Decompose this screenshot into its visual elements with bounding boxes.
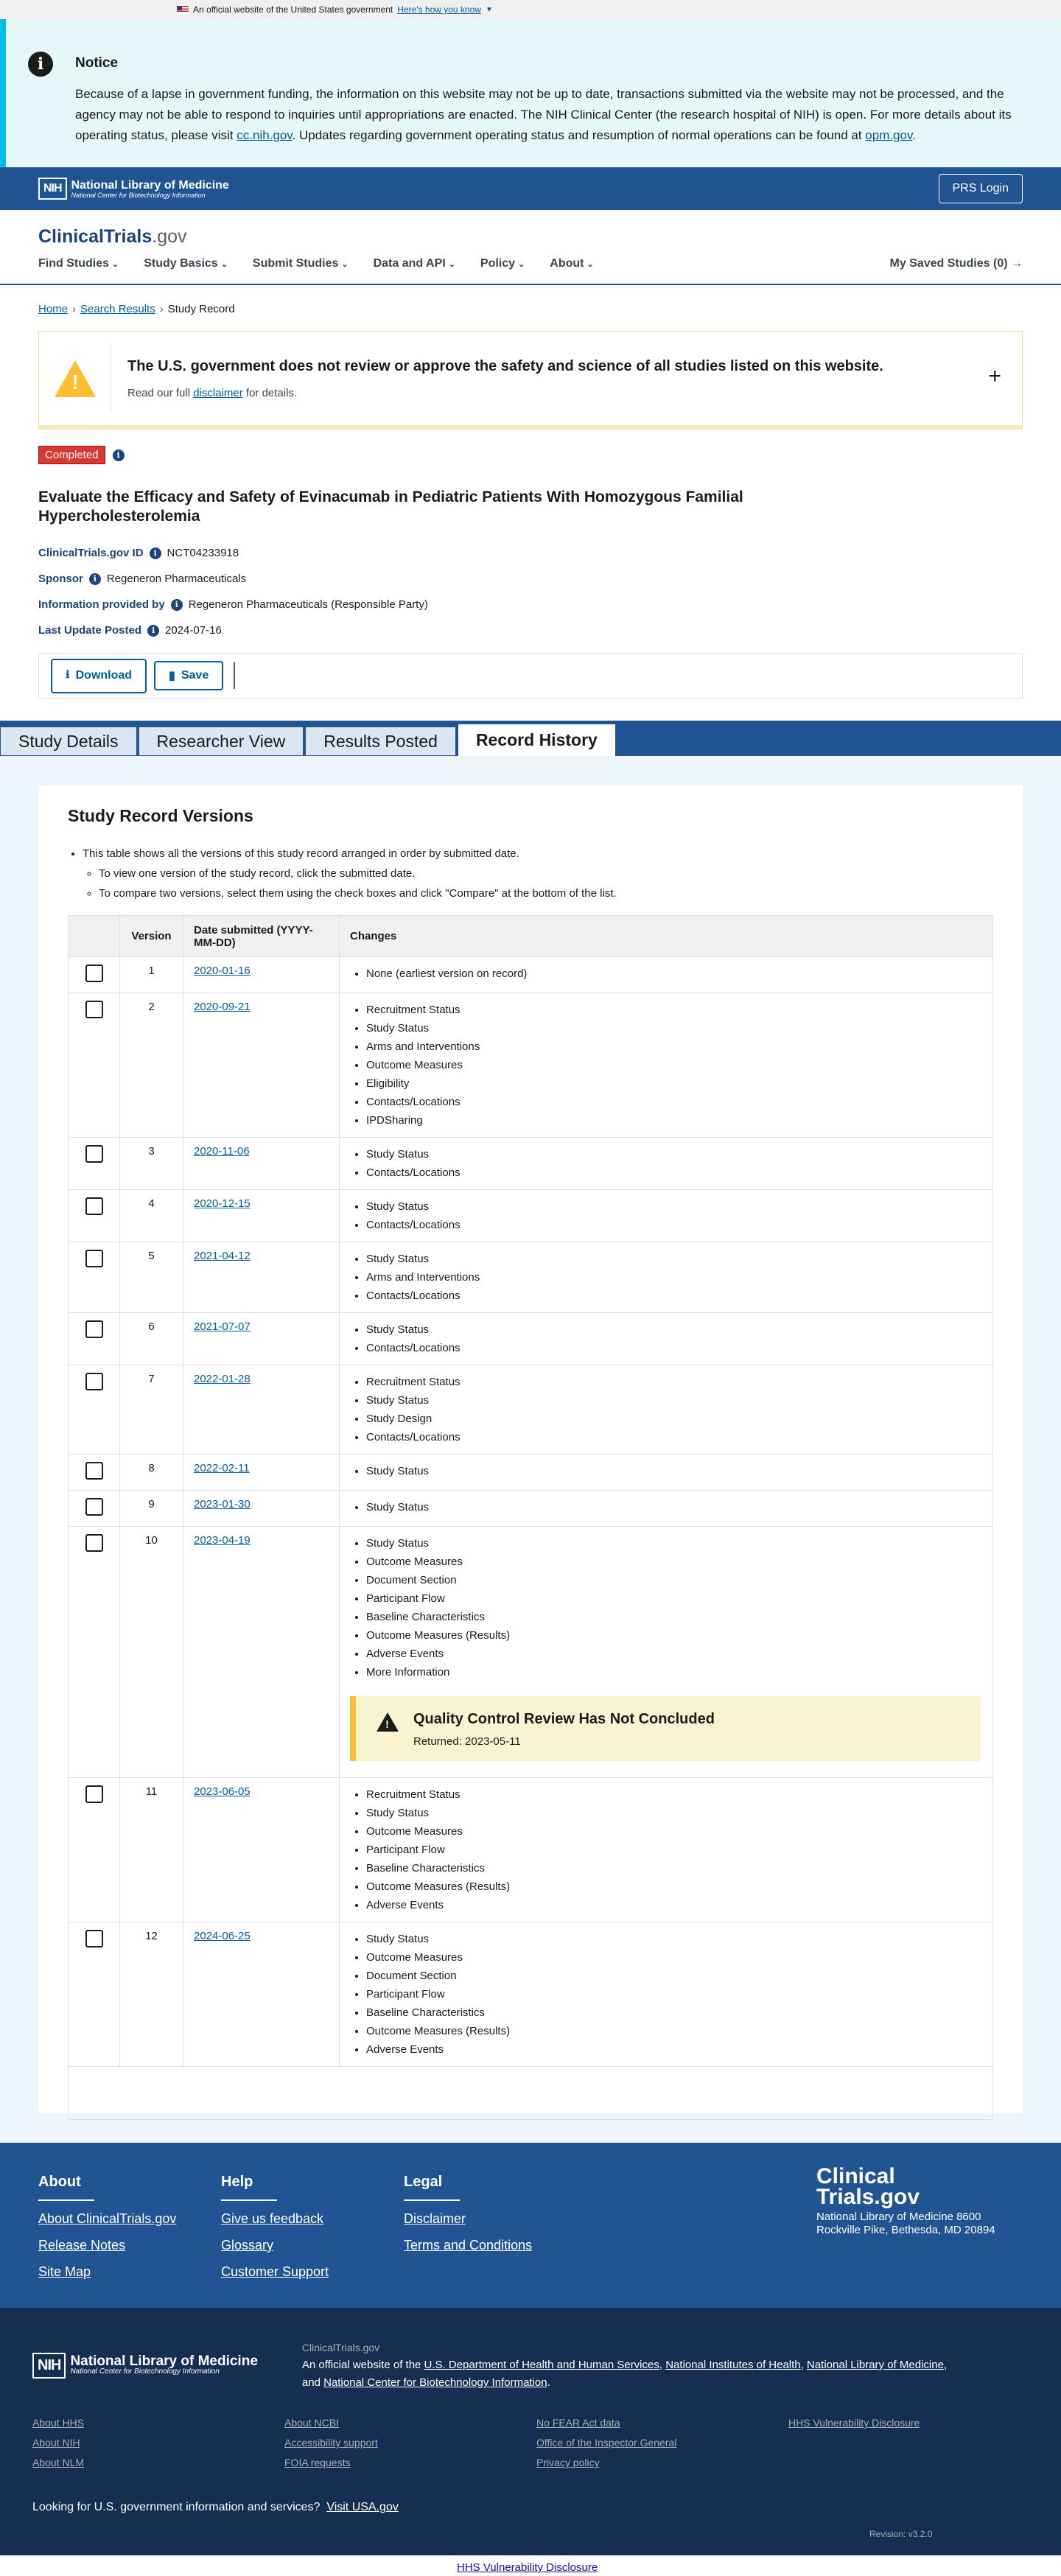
- table-row: [69, 1190, 993, 1242]
- cc-nih-link[interactable]: cc.nih.gov: [237, 128, 293, 142]
- sponsor-label: Sponsor: [38, 573, 83, 585]
- ncbi-name: National Center for Biotechnology Information: [71, 191, 206, 199]
- site-footer: [0, 2143, 1061, 2308]
- footer-site-map[interactable]: Site Map: [38, 2264, 91, 2279]
- nct-id: NCT04233918: [167, 547, 239, 559]
- version-date-link[interactable]: 2021-07-07: [194, 1320, 251, 1333]
- footer-disclaimer[interactable]: Disclaimer: [404, 2211, 466, 2226]
- bookmark-icon: ▮: [169, 670, 175, 682]
- info-icon[interactable]: i: [147, 625, 159, 637]
- table-row: [69, 1491, 993, 1527]
- last-update-value: 2024-07-16: [165, 624, 222, 637]
- official-site-text: ClinicalTrials.gov An official website of the U.S. Department of Health and Human Services, National Institutes of Health, National Library of Medicine, and National Center for Biotechnology Information.: [301, 2342, 948, 2389]
- table-row: [69, 1138, 993, 1190]
- nlm-name: National Library of Medicine: [71, 178, 229, 192]
- version-number: 12: [120, 1922, 183, 2067]
- footer-about: About About ClinicalTrials.gov Release Notes Site Map: [38, 2174, 177, 2279]
- version-changes: • Study Status • Arms and Interventions • Contacts/Locations: [340, 1242, 993, 1313]
- version-date-link[interactable]: 2023-01-30: [194, 1498, 251, 1511]
- info-icon: i: [28, 52, 53, 77]
- bottom-vulnerability: [457, 2561, 598, 2574]
- version-number: 9: [120, 1491, 183, 1527]
- shutdown-notice: [0, 19, 1061, 167]
- version-changes: • Study Status • Contacts/Locations: [340, 1190, 993, 1242]
- nlm-footer-link: [788, 2457, 1040, 2468]
- qc-title: Quality Control Review Has Not Concluded: [413, 1711, 715, 1727]
- chevron-down-icon: ▼: [485, 5, 493, 14]
- chevron-down-icon: ⌄: [220, 260, 228, 269]
- study-tabs: [0, 721, 1061, 756]
- provided-by-label: Information provided by: [38, 598, 165, 611]
- gov-banner: [0, 0, 1061, 19]
- breadcrumb-home[interactable]: Home: [38, 303, 69, 315]
- nlm-footer-link[interactable]: About NIH: [32, 2437, 80, 2449]
- tab-record-history[interactable]: Record History: [458, 724, 616, 756]
- tab-results-posted[interactable]: Results Posted: [305, 727, 456, 756]
- footer-brand: Clinical Trials.gov National Library of Medicine 8600 Rockville Pike, Bethesda, MD 20894: [816, 2166, 1001, 2237]
- nih-bar: [0, 167, 1061, 210]
- info-icon[interactable]: i: [89, 573, 101, 585]
- nlm-footer: [0, 2308, 1061, 2555]
- provided-by-value: Regeneron Pharmaceuticals (Responsible Party): [188, 598, 428, 611]
- nlm-footer-link[interactable]: No FEAR Act data: [536, 2417, 620, 2429]
- version-number: 8: [120, 1455, 183, 1491]
- footer-support[interactable]: Customer Support: [221, 2264, 329, 2279]
- record-versions-card: [38, 785, 1023, 2113]
- versions-instructions: • This table shows all the versions of this study record arranged in order by submitted date. ◦ To view one version of the study record, click the submitted date. ◦ To compare two versions, select them using the check boxes and click "Compare" at the bottom of the list.: [83, 844, 993, 903]
- version-checkbox[interactable]: [85, 1373, 103, 1390]
- chevron-down-icon: ⌄: [518, 260, 525, 269]
- nlm-logo[interactable]: [38, 178, 229, 200]
- version-checkbox[interactable]: [85, 1145, 103, 1163]
- footer-about-ctgov[interactable]: About ClinicalTrials.gov: [38, 2211, 177, 2226]
- version-number: 4: [120, 1190, 183, 1242]
- disclaimer-title: The U.S. government does not review or approve the safety and science of all studies listed on this website.: [127, 357, 883, 374]
- disclaimer-accordion[interactable]: [38, 331, 1023, 430]
- how-you-know-link[interactable]: Here's how you know: [397, 4, 481, 15]
- version-number: 5: [120, 1242, 183, 1313]
- table-row: [69, 1455, 993, 1491]
- qc-alert: [350, 1696, 981, 1761]
- warning-icon: !: [55, 360, 96, 397]
- version-changes: • None (earliest version on record): [340, 957, 993, 993]
- notice-title: Notice: [75, 55, 119, 71]
- table-row: [69, 1778, 993, 1922]
- footer-glossary[interactable]: Glossary: [221, 2238, 274, 2253]
- nlm-footer-links: [32, 2417, 1040, 2468]
- hhs-link[interactable]: U.S. Department of Health and Human Services: [424, 2359, 659, 2371]
- main-nav: [38, 257, 1023, 270]
- table-row: [69, 1527, 993, 1778]
- content-area: [0, 756, 1061, 2143]
- nlm-footer-link[interactable]: Office of the Inspector General: [536, 2437, 677, 2449]
- status-badge: Completed: [38, 446, 105, 464]
- version-number: 7: [120, 1365, 183, 1455]
- version-date-link[interactable]: 2020-09-21: [194, 1001, 251, 1013]
- version-changes: • Study Status • Contacts/Locations: [340, 1313, 993, 1365]
- nlm-footer-link[interactable]: About HHS: [32, 2417, 85, 2429]
- chevron-down-icon: ⌄: [448, 260, 455, 269]
- version-number: 2: [120, 993, 183, 1138]
- version-changes: • Recruitment Status • Study Status • Study Design • Contacts/Locations: [340, 1365, 993, 1455]
- save-button[interactable]: ▮ Save: [154, 661, 223, 690]
- version-checkbox[interactable]: [85, 1197, 103, 1215]
- qc-returned: Returned: 2023-05-11: [413, 1735, 521, 1748]
- nlm-footer-logo[interactable]: NIH National Library of Medicine National Center for Biotechnology Information: [32, 2339, 258, 2392]
- arrow-right-icon: →: [1011, 257, 1023, 270]
- last-update-label: Last Update Posted: [38, 624, 142, 637]
- divider: [234, 662, 235, 689]
- vulnerability-link[interactable]: HHS Vulnerability Disclosure: [457, 2561, 598, 2574]
- nlm-footer-link: [788, 2437, 1040, 2449]
- table-row: [69, 957, 993, 993]
- version-number: 10: [120, 1527, 183, 1778]
- table-row: [69, 1922, 993, 2067]
- version-date-link[interactable]: 2022-01-28: [194, 1373, 251, 1385]
- version-date-link[interactable]: 2020-11-06: [194, 1145, 250, 1158]
- version-number: 6: [120, 1313, 183, 1365]
- gov-banner-text: An official website of the United States government: [193, 4, 393, 15]
- version-date-link[interactable]: 2022-02-11: [194, 1462, 250, 1474]
- footer-terms[interactable]: Terms and Conditions: [404, 2238, 533, 2253]
- info-icon[interactable]: i: [113, 449, 125, 461]
- study-meta: [38, 547, 1023, 637]
- warning-icon: !: [377, 1712, 399, 1732]
- status-row: [38, 446, 1023, 464]
- table-row: [69, 1313, 993, 1365]
- disclaimer-link[interactable]: disclaimer: [193, 386, 243, 399]
- nav-policy[interactable]: Policy ⌄: [480, 257, 525, 270]
- nav-submit-studies[interactable]: Submit Studies ⌄: [252, 257, 349, 270]
- table-row: [69, 1242, 993, 1313]
- table-row: [69, 1365, 993, 1455]
- footer-address: National Library of Medicine 8600 Rockville Pike, Bethesda, MD 20894: [816, 2211, 995, 2236]
- nlm-footer-link[interactable]: Privacy policy: [536, 2457, 600, 2468]
- version-checkbox[interactable]: [85, 1462, 103, 1480]
- tab-researcher-view[interactable]: Researcher View: [139, 727, 304, 756]
- version-date-link[interactable]: 2023-04-19: [194, 1534, 251, 1547]
- version-number: 11: [120, 1778, 183, 1922]
- version-checkbox[interactable]: [85, 1250, 103, 1267]
- version-number: 3: [120, 1138, 183, 1190]
- nih-logo-box: NIH: [38, 178, 67, 200]
- footer-release-notes[interactable]: Release Notes: [38, 2238, 126, 2253]
- nav-data-api[interactable]: Data and API ⌄: [373, 257, 455, 270]
- version-checkbox[interactable]: [85, 1930, 103, 1947]
- notice-body: Because of a lapse in government funding, the information on this website may not be up to date, transactions submitted via the website may not be processed, and the agency may not be able to respond to inquiries until appropriations are enacted. The NIH Clinical Center (the research hospital of NIH) is open. For more details about its operating status, please visit cc.nih.gov. Updates regarding government operating status and resumption of normal operations can be found at opm.gov.: [75, 87, 1012, 142]
- version-checkbox[interactable]: [85, 1498, 103, 1516]
- chevron-down-icon: ⌄: [112, 260, 119, 269]
- version-number: 1: [120, 957, 183, 993]
- nav-about[interactable]: About ⌄: [550, 257, 594, 270]
- nct-id-label: ClinicalTrials.gov ID: [38, 547, 144, 559]
- nav-study-basics[interactable]: Study Basics ⌄: [144, 257, 228, 270]
- version-changes: • Recruitment Status • Study Status • Arms and Interventions • Outcome Measures • Eligibility • Contacts/Locations • IPDSharing: [340, 993, 993, 1138]
- nlm-link[interactable]: National Library of Medicine: [807, 2359, 944, 2371]
- nav-find-studies[interactable]: Find Studies ⌄: [38, 257, 119, 270]
- download-icon: ⭳: [66, 668, 70, 681]
- tab-study-details[interactable]: Study Details: [0, 727, 137, 756]
- nlm-footer-link[interactable]: HHS Vulnerability Disclosure: [788, 2417, 920, 2429]
- table-footer: [68, 2067, 993, 2120]
- site-header: [0, 210, 1061, 285]
- disclaimer-text: Read our full disclaimer for details.: [127, 386, 298, 399]
- footer-feedback[interactable]: Give us feedback: [221, 2211, 324, 2226]
- version-date-link[interactable]: 2021-04-12: [194, 1250, 251, 1262]
- col-date: Date submitted (YYYY-MM-DD): [183, 916, 340, 957]
- nlm-footer-link[interactable]: FOIA requests: [284, 2457, 351, 2468]
- breadcrumb-search-results[interactable]: Search Results: [80, 303, 155, 315]
- col-changes: Changes: [340, 916, 993, 957]
- version-changes: • Recruitment Status • Study Status • Outcome Measures • Participant Flow • Baseline Characteristics • Outcome Measures (Results) • Adverse Events: [340, 1778, 993, 1922]
- version-date-link[interactable]: 2020-01-16: [194, 965, 251, 977]
- version-date-link[interactable]: 2020-12-15: [194, 1197, 251, 1210]
- usa-gov-link[interactable]: Visit USA.gov: [326, 2501, 399, 2513]
- info-icon[interactable]: i: [150, 547, 161, 559]
- us-flag-icon: [177, 6, 189, 14]
- nlm-footer-link[interactable]: About NCBI: [284, 2417, 339, 2429]
- nlm-footer-link[interactable]: Accessibility support: [284, 2437, 378, 2449]
- revision: Revision: v3.2.0: [869, 2529, 933, 2539]
- action-bar: [38, 653, 1023, 699]
- study-title: Evaluate the Efficacy and Safety of Evinacumab in Pediatric Patients With Homozygous Familial Hypercholesterolemia: [38, 489, 743, 525]
- version-changes: • Study Status • Outcome Measures • Document Section • Participant Flow • Baseline Characteristics • Outcome Measures (Results) • Adverse Events: [340, 1922, 993, 2067]
- expand-plus-icon[interactable]: +: [988, 364, 1001, 388]
- version-changes: • Study Status • Outcome Measures • Document Section • Participant Flow • Baseline Characteristics • Outcome Measures (Results) • Adverse Events • More Information ! Quality Control Review Has Not Concluded Returned: 2023-05-11: [340, 1527, 993, 1778]
- table-row: [69, 993, 993, 1138]
- version-changes: • Study Status • Contacts/Locations: [340, 1138, 993, 1190]
- ncbi-link[interactable]: National Center for Biotechnology Information: [323, 2376, 547, 2389]
- version-changes: • Study Status: [340, 1491, 993, 1527]
- usa-gov-line: Looking for U.S. government information and services? Visit USA.gov: [32, 2501, 399, 2513]
- version-checkbox[interactable]: [85, 1001, 103, 1018]
- opm-link[interactable]: opm.gov: [865, 128, 913, 142]
- version-checkbox[interactable]: [85, 1534, 103, 1552]
- version-checkbox[interactable]: [85, 965, 103, 982]
- col-select: [69, 916, 120, 957]
- version-changes: • Study Status: [340, 1455, 993, 1491]
- nlm-footer-link[interactable]: About NLM: [32, 2457, 85, 2468]
- version-date-link[interactable]: 2023-06-05: [194, 1785, 251, 1798]
- site-brand[interactable]: ClinicalTrials.gov: [38, 226, 187, 247]
- download-button[interactable]: ⭳ Download: [51, 659, 147, 693]
- versions-table: [68, 915, 993, 2067]
- chevron-down-icon: ⌄: [341, 260, 349, 269]
- footer-help: Help Give us feedback Glossary Customer Support: [221, 2174, 329, 2279]
- breadcrumb-current: Study Record: [167, 303, 235, 315]
- info-icon[interactable]: i: [171, 599, 183, 611]
- version-date-link[interactable]: 2024-06-25: [194, 1930, 251, 1942]
- footer-legal: Legal Disclaimer Terms and Conditions: [404, 2174, 533, 2253]
- prs-login-button[interactable]: PRS Login: [939, 174, 1023, 203]
- sponsor-value: Regeneron Pharmaceuticals: [106, 573, 247, 585]
- chevron-down-icon: ⌄: [586, 260, 594, 269]
- versions-heading: Study Record Versions: [68, 806, 253, 825]
- my-saved-studies[interactable]: My Saved Studies (0) →: [889, 257, 1023, 270]
- col-version: Version: [120, 916, 183, 957]
- version-checkbox[interactable]: [85, 1785, 103, 1803]
- breadcrumb: Home › Search Results › Study Record: [38, 303, 235, 315]
- nih-link[interactable]: National Institutes of Health: [665, 2359, 801, 2371]
- version-checkbox[interactable]: [85, 1320, 103, 1338]
